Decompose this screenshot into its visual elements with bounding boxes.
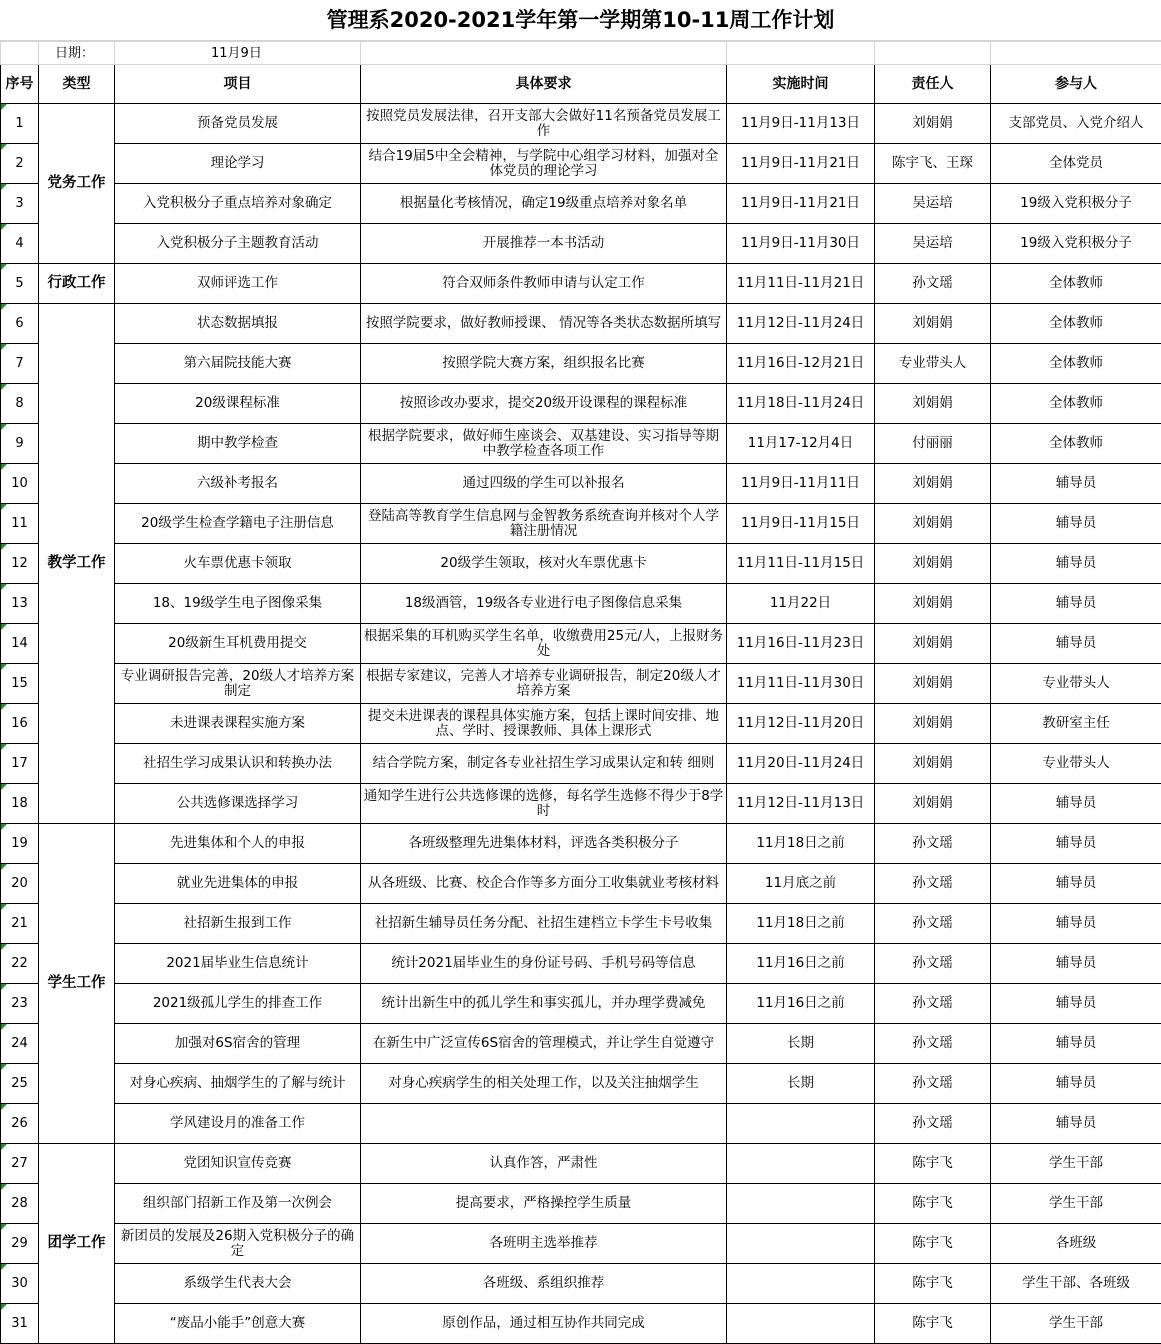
page-title: 管理系2020-2021学年第一学期第10-11周工作计划 — [0, 0, 1161, 41]
participants-cell: 辅导员 — [991, 584, 1161, 624]
owner-cell: 刘娟娟 — [875, 664, 991, 704]
row-number: 16 — [1, 704, 39, 744]
time-cell: 11月18日-11月24日 — [727, 384, 875, 424]
requirement-cell: 对身心疾病学生的相关处理工作，以及关注抽烟学生 — [361, 1064, 727, 1104]
row-number: 9 — [1, 424, 39, 464]
project-cell: 18、19级学生电子图像采集 — [115, 584, 361, 624]
participants-cell: 各班级 — [991, 1224, 1161, 1264]
table-row — [1, 424, 1161, 464]
requirement-cell: 通知学生进行公共选修课的选修，每名学生选修不得少于8学时 — [361, 784, 727, 824]
requirement-cell: 通过四级的学生可以补报名 — [361, 464, 727, 504]
participants-cell: 学生干部 — [991, 1184, 1161, 1224]
project-cell: 社招生学习成果认识和转换办法 — [115, 744, 361, 784]
owner-cell: 刘娟娟 — [875, 624, 991, 664]
project-cell: 双师评选工作 — [115, 264, 361, 304]
owner-cell: 刘娟娟 — [875, 744, 991, 784]
owner-cell: 孙文瑶 — [875, 824, 991, 864]
time-cell: 长期 — [727, 1064, 875, 1104]
row-number: 14 — [1, 624, 39, 664]
row-number: 24 — [1, 1024, 39, 1064]
participants-cell: 辅导员 — [991, 904, 1161, 944]
participants-cell: 辅导员 — [991, 1104, 1161, 1144]
row-number: 19 — [1, 824, 39, 864]
time-cell: 11月12日-11月20日 — [727, 704, 875, 744]
participants-cell: 辅导员 — [991, 784, 1161, 824]
participants-cell: 全体教师 — [991, 304, 1161, 344]
header-type: 类型 — [39, 65, 115, 104]
table-row — [1, 344, 1161, 384]
table-row — [1, 544, 1161, 584]
table-row — [1, 864, 1161, 904]
table-row — [1, 224, 1161, 264]
project-cell: 理论学习 — [115, 144, 361, 184]
row-number: 23 — [1, 984, 39, 1024]
owner-cell: 付丽丽 — [875, 424, 991, 464]
project-cell: 公共选修课选择学习 — [115, 784, 361, 824]
requirement-cell: 结合学院方案，制定各专业社招生学习成果认定和转 细则 — [361, 744, 727, 784]
row-number: 29 — [1, 1224, 39, 1264]
owner-cell: 孙文瑶 — [875, 984, 991, 1024]
row-number: 10 — [1, 464, 39, 504]
project-cell: 状态数据填报 — [115, 304, 361, 344]
requirement-cell: 从各班级、比赛、校企合作等多方面分工收集就业考核材料 — [361, 864, 727, 904]
table-row — [1, 1104, 1161, 1144]
project-cell: 就业先进集体的申报 — [115, 864, 361, 904]
requirement-cell: 认真作答，严肃性 — [361, 1144, 727, 1184]
table-row — [1, 1144, 1161, 1184]
time-cell: 11月9日-11月11日 — [727, 464, 875, 504]
table-row — [1, 264, 1161, 304]
project-cell: 专业调研报告完善，20级人才培养方案制定 — [115, 664, 361, 704]
participants-cell: 辅导员 — [991, 824, 1161, 864]
table-row — [1, 304, 1161, 344]
table-row — [1, 104, 1161, 144]
project-cell: 学风建设月的准备工作 — [115, 1104, 361, 1144]
project-cell: 20级新生耳机费用提交 — [115, 624, 361, 664]
time-cell: 11月16日之前 — [727, 984, 875, 1024]
participants-cell: 19级入党积极分子 — [991, 224, 1161, 264]
requirement-cell: 各班级整理先进集体材料，评选各类积极分子 — [361, 824, 727, 864]
project-cell: 党团知识宣传竞赛 — [115, 1144, 361, 1184]
participants-cell: 辅导员 — [991, 504, 1161, 544]
requirement-cell: 登陆高等教育学生信息网与金智教务系统查询并核对个人学籍注册情况 — [361, 504, 727, 544]
time-cell: 11月12日-11月24日 — [727, 304, 875, 344]
row-number: 26 — [1, 1104, 39, 1144]
requirement-cell: 符合双师条件教师申请与认定工作 — [361, 264, 727, 304]
participants-cell: 辅导员 — [991, 864, 1161, 904]
time-cell — [727, 1144, 875, 1184]
project-cell: 20级课程标准 — [115, 384, 361, 424]
table-row — [1, 1184, 1161, 1224]
owner-cell: 孙文瑶 — [875, 264, 991, 304]
table-row — [1, 504, 1161, 544]
owner-cell: 刘娟娟 — [875, 304, 991, 344]
row-number: 5 — [1, 264, 39, 304]
participants-cell: 教研室主任 — [991, 704, 1161, 744]
owner-cell: 陈宇飞 — [875, 1184, 991, 1224]
table-row — [1, 1264, 1161, 1304]
project-cell: 组织部门招新工作及第一次例会 — [115, 1184, 361, 1224]
time-cell: 11月11日-11月15日 — [727, 544, 875, 584]
time-cell: 11月9日-11月30日 — [727, 224, 875, 264]
participants-cell: 辅导员 — [991, 984, 1161, 1024]
project-cell: 对身心疾病、抽烟学生的了解与统计 — [115, 1064, 361, 1104]
row-number: 20 — [1, 864, 39, 904]
requirement-cell: 按照学院要求，做好教师授课、 情况等各类状态数据所填写 — [361, 304, 727, 344]
project-cell: “废品小能手”创意大赛 — [115, 1304, 361, 1344]
table-row — [1, 1304, 1161, 1344]
row-number: 30 — [1, 1264, 39, 1304]
project-cell: 第六届院技能大赛 — [115, 344, 361, 384]
participants-cell: 学生干部 — [991, 1304, 1161, 1344]
participants-cell: 辅导员 — [991, 1064, 1161, 1104]
requirement-cell: 在新生中广泛宣传6S宿舍的管理模式，并让学生自觉遵守 — [361, 1024, 727, 1064]
requirement-cell: 按照学院大赛方案，组织报名比赛 — [361, 344, 727, 384]
table-row — [1, 784, 1161, 824]
requirement-cell: 统计出新生中的孤儿学生和事实孤儿，并办理学费减免 — [361, 984, 727, 1024]
time-cell: 11月9日-11月21日 — [727, 184, 875, 224]
row-number: 11 — [1, 504, 39, 544]
header-participants: 参与人 — [991, 65, 1161, 104]
owner-cell: 陈宇飞 — [875, 1304, 991, 1344]
participants-cell: 全体教师 — [991, 264, 1161, 304]
table-row — [1, 904, 1161, 944]
project-cell: 新团员的发展及26期入党积极分子的确定 — [115, 1224, 361, 1264]
owner-cell: 刘娟娟 — [875, 384, 991, 424]
category-cell: 教学工作 — [39, 304, 115, 824]
participants-cell: 专业带头人 — [991, 664, 1161, 704]
participants-cell: 辅导员 — [991, 944, 1161, 984]
requirement-cell: 社招新生辅导员任务分配、社招生建档立卡学生卡号收集 — [361, 904, 727, 944]
project-cell: 火车票优惠卡领取 — [115, 544, 361, 584]
time-cell: 11月22日 — [727, 584, 875, 624]
owner-cell: 孙文瑶 — [875, 1024, 991, 1064]
table-row — [1, 824, 1161, 864]
project-cell: 系级学生代表大会 — [115, 1264, 361, 1304]
project-cell: 2021级孤儿学生的排查工作 — [115, 984, 361, 1024]
time-cell: 11月20日-11月24日 — [727, 744, 875, 784]
project-cell: 入党积极分子主题教育活动 — [115, 224, 361, 264]
table-row — [1, 704, 1161, 744]
table-row — [1, 744, 1161, 784]
requirement-cell: 提高要求，严格操控学生质量 — [361, 1184, 727, 1224]
row-number: 8 — [1, 384, 39, 424]
requirement-cell: 根据量化考核情况，确定19级重点培养对象名单 — [361, 184, 727, 224]
time-cell — [727, 1304, 875, 1344]
row-number: 21 — [1, 904, 39, 944]
date-row — [1, 42, 1161, 65]
requirement-cell: 20级学生领取，核对火车票优惠卡 — [361, 544, 727, 584]
row-number: 31 — [1, 1304, 39, 1344]
project-cell: 20级学生检查学籍电子注册信息 — [115, 504, 361, 544]
time-cell: 11月18日之前 — [727, 824, 875, 864]
project-cell: 预备党员发展 — [115, 104, 361, 144]
owner-cell: 刘娟娟 — [875, 544, 991, 584]
category-cell: 行政工作 — [39, 264, 115, 304]
participants-cell: 支部党员、入党介绍人 — [991, 104, 1161, 144]
table-row — [1, 1224, 1161, 1264]
owner-cell: 刘娟娟 — [875, 584, 991, 624]
row-number: 27 — [1, 1144, 39, 1184]
participants-cell: 学生干部、各班级 — [991, 1264, 1161, 1304]
row-number: 22 — [1, 944, 39, 984]
project-cell: 六级补考报名 — [115, 464, 361, 504]
owner-cell: 陈宇飞、王琛 — [875, 144, 991, 184]
participants-cell: 19级入党积极分子 — [991, 184, 1161, 224]
requirement-cell: 根据采集的耳机购买学生名单，收缴费用25元/人，上报财务处 — [361, 624, 727, 664]
owner-cell: 刘娟娟 — [875, 784, 991, 824]
participants-cell: 学生干部 — [991, 1144, 1161, 1184]
owner-cell: 吴运培 — [875, 184, 991, 224]
project-cell: 先进集体和个人的申报 — [115, 824, 361, 864]
row-number: 6 — [1, 304, 39, 344]
date-value: 11月9日 — [115, 42, 361, 65]
row-number: 15 — [1, 664, 39, 704]
participants-cell: 辅导员 — [991, 544, 1161, 584]
row-number: 18 — [1, 784, 39, 824]
table-row — [1, 384, 1161, 424]
header-no: 序号 — [1, 65, 39, 104]
owner-cell: 孙文瑶 — [875, 1064, 991, 1104]
time-cell: 11月17-12月4日 — [727, 424, 875, 464]
table-row — [1, 1024, 1161, 1064]
row-number: 1 — [1, 104, 39, 144]
row-number: 12 — [1, 544, 39, 584]
owner-cell: 刘娟娟 — [875, 104, 991, 144]
time-cell: 11月16日-11月23日 — [727, 624, 875, 664]
table-row — [1, 464, 1161, 504]
requirement-cell — [361, 1104, 727, 1144]
owner-cell: 孙文瑶 — [875, 904, 991, 944]
owner-cell: 吴运培 — [875, 224, 991, 264]
owner-cell: 陈宇飞 — [875, 1264, 991, 1304]
time-cell — [727, 1264, 875, 1304]
requirement-cell: 结合19届5中全会精神，与学院中心组学习材料，加强对全体党员的理论学习 — [361, 144, 727, 184]
requirement-cell: 统计2021届毕业生的身份证号码、手机号码等信息 — [361, 944, 727, 984]
requirement-cell: 各班级、系组织推荐 — [361, 1264, 727, 1304]
table-row — [1, 144, 1161, 184]
participants-cell: 全体教师 — [991, 424, 1161, 464]
time-cell: 11月9日-11月21日 — [727, 144, 875, 184]
table-row — [1, 624, 1161, 664]
project-cell: 入党积极分子重点培养对象确定 — [115, 184, 361, 224]
row-number: 3 — [1, 184, 39, 224]
work-plan-table — [0, 41, 1161, 1344]
table-row — [1, 664, 1161, 704]
date-label: 日期： — [39, 42, 115, 65]
owner-cell: 专业带头人 — [875, 344, 991, 384]
owner-cell: 孙文瑶 — [875, 864, 991, 904]
row-number: 4 — [1, 224, 39, 264]
row-number: 7 — [1, 344, 39, 384]
participants-cell: 全体教师 — [991, 384, 1161, 424]
header-time: 实施时间 — [727, 65, 875, 104]
time-cell — [727, 1224, 875, 1264]
requirement-cell: 开展推荐一本书活动 — [361, 224, 727, 264]
time-cell: 11月底之前 — [727, 864, 875, 904]
participants-cell: 全体党员 — [991, 144, 1161, 184]
requirement-cell: 按照党员发展法律，召开支部大会做好11名预备党员发展工作 — [361, 104, 727, 144]
project-cell: 未进课表课程实施方案 — [115, 704, 361, 744]
time-cell: 11月16日之前 — [727, 944, 875, 984]
owner-cell: 陈宇飞 — [875, 1224, 991, 1264]
category-cell: 团学工作 — [39, 1144, 115, 1344]
time-cell: 11月12日-11月13日 — [727, 784, 875, 824]
participants-cell: 专业带头人 — [991, 744, 1161, 784]
owner-cell: 陈宇飞 — [875, 1144, 991, 1184]
row-number: 13 — [1, 584, 39, 624]
owner-cell: 刘娟娟 — [875, 464, 991, 504]
time-cell — [727, 1184, 875, 1224]
header-owner: 责任人 — [875, 65, 991, 104]
owner-cell: 刘娟娟 — [875, 504, 991, 544]
requirement-cell: 根据专家建议，完善人才培养专业调研报告，制定20级人才培养方案 — [361, 664, 727, 704]
row-number: 28 — [1, 1184, 39, 1224]
row-number: 17 — [1, 744, 39, 784]
time-cell — [727, 1104, 875, 1144]
category-cell: 党务工作 — [39, 104, 115, 264]
project-cell: 社招新生报到工作 — [115, 904, 361, 944]
participants-cell: 全体教师 — [991, 344, 1161, 384]
time-cell: 11月16日-12月21日 — [727, 344, 875, 384]
header-requirement: 具体要求 — [361, 65, 727, 104]
project-cell: 2021届毕业生信息统计 — [115, 944, 361, 984]
owner-cell: 刘娟娟 — [875, 704, 991, 744]
table-row — [1, 184, 1161, 224]
table-row — [1, 944, 1161, 984]
time-cell: 11月18日之前 — [727, 904, 875, 944]
participants-cell: 辅导员 — [991, 464, 1161, 504]
participants-cell: 辅导员 — [991, 1024, 1161, 1064]
time-cell: 11月9日-11月15日 — [727, 504, 875, 544]
participants-cell: 辅导员 — [991, 624, 1161, 664]
table-row — [1, 984, 1161, 1024]
owner-cell: 孙文瑶 — [875, 944, 991, 984]
owner-cell: 孙文瑶 — [875, 1104, 991, 1144]
time-cell: 11月11日-11月30日 — [727, 664, 875, 704]
requirement-cell: 各班明主选举推荐 — [361, 1224, 727, 1264]
time-cell: 11月11日-11月21日 — [727, 264, 875, 304]
header-project: 项目 — [115, 65, 361, 104]
row-number: 25 — [1, 1064, 39, 1104]
requirement-cell: 提交未进课表的课程具体实施方案，包括上课时间安排、地点、学时、授课教师、具体上课形式 — [361, 704, 727, 744]
requirement-cell: 18级酒管，19级各专业进行电子图像信息采集 — [361, 584, 727, 624]
project-cell: 期中教学检查 — [115, 424, 361, 464]
header-row — [1, 65, 1161, 104]
time-cell: 11月9日-11月13日 — [727, 104, 875, 144]
table-row — [1, 1064, 1161, 1104]
requirement-cell: 按照诊改办要求，提交20级开设课程的课程标准 — [361, 384, 727, 424]
requirement-cell: 根据学院要求，做好师生座谈会、双基建设、实习指导等期中教学检查各项工作 — [361, 424, 727, 464]
time-cell: 长期 — [727, 1024, 875, 1064]
table-row — [1, 584, 1161, 624]
project-cell: 加强对6S宿舍的管理 — [115, 1024, 361, 1064]
category-cell: 学生工作 — [39, 824, 115, 1144]
requirement-cell: 原创作品，通过相互协作共同完成 — [361, 1304, 727, 1344]
row-number: 2 — [1, 144, 39, 184]
